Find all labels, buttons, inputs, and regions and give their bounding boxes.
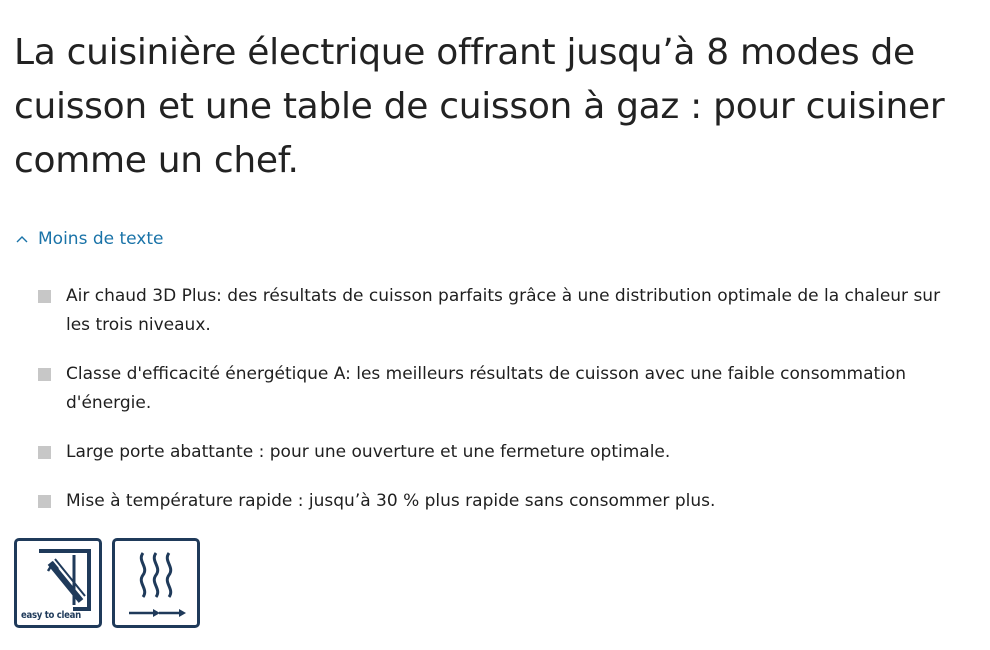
page-title: La cuisinière électrique offrant jusqu’à 8 modes de cuisson et une table de cuisson à gaz : pour cuisiner comme un chef. — [14, 32, 945, 181]
bullet-square-icon — [38, 290, 51, 303]
list-item — [38, 438, 958, 467]
feature-text: Air chaud 3D Plus: des résultats de cuisson parfaits grâce à une distribution optimale de la chaleur sur les trois niveaux. — [66, 286, 941, 335]
rapid-heat-icon — [115, 541, 197, 625]
easy-to-clean-badge — [14, 538, 102, 628]
badge-caption: easy to clean — [21, 610, 81, 621]
feature-list — [38, 282, 958, 536]
feature-badges — [14, 538, 210, 628]
list-item — [38, 487, 958, 516]
feature-text: Mise à température rapide : jusqu’à 30 % plus rapide sans consommer plus. — [66, 491, 716, 511]
rapid-heat-badge — [112, 538, 200, 628]
toggle-label: Moins de texte — [38, 229, 164, 249]
bullet-square-icon — [38, 446, 51, 459]
list-item — [38, 360, 958, 418]
feature-text: Large porte abattante : pour une ouverture et une fermeture optimale. — [66, 442, 671, 462]
chevron-up-icon — [14, 231, 30, 247]
bullet-square-icon — [38, 368, 51, 381]
feature-text: Classe d'efficacité énergétique A: les meilleurs résultats de cuisson avec une faible consommation d'énergie. — [66, 364, 907, 413]
list-item — [38, 282, 958, 340]
less-text-toggle[interactable] — [14, 229, 164, 249]
bullet-square-icon — [38, 495, 51, 508]
